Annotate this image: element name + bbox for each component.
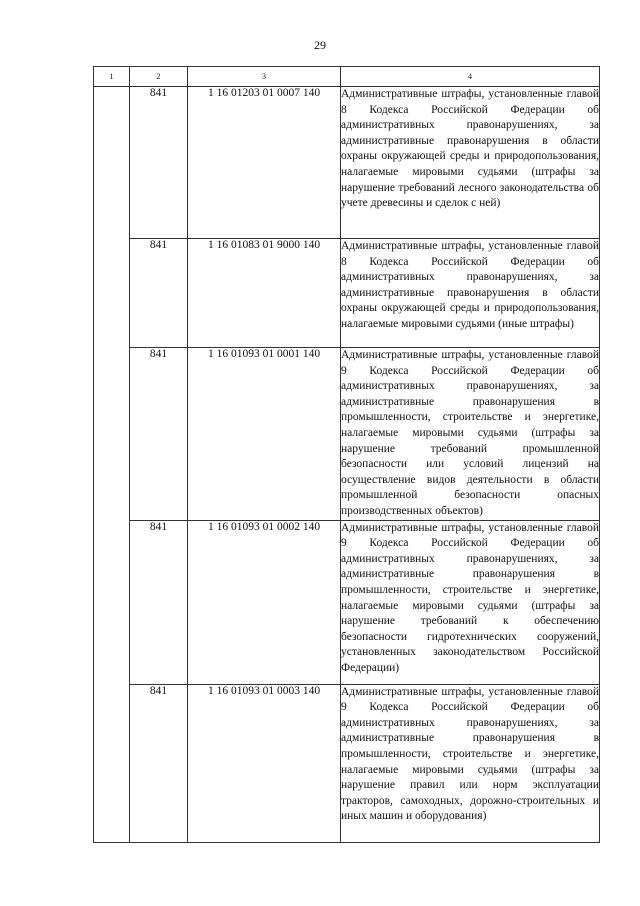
description-cell: Административные штрафы, установленные главой 9 Кодекса Российской Федерации об административных правонарушениях, за административные правонарушения в промышленности, строительстве и энергетике, налагаемые мировыми судьями (штрафы за нарушение правил или норм эксплуатации тракторов, самоходных, дорожно-строительных и иных машин и оборудования) [341, 684, 600, 842]
description-cell: Административные штрафы, установленные главой 9 Кодекса Российской Федерации об административных правонарушениях, за административные правонарушения в промышленности, строительстве и энергетике, налагаемые мировыми судьями (штрафы за нарушение требований промышленной безопасности или условий лицензий на осуществление видов деятельности в области промышленной безопасности опасных производственных объектов) [341, 348, 600, 521]
budget-classification-code-cell: 1 16 01093 01 0003 140 [188, 684, 341, 842]
admin-code-cell: 841 [130, 239, 188, 348]
description-cell: Административные штрафы, установленные главой 8 Кодекса Российской Федерации об административных правонарушениях, за административные правонарушения в области охраны окружающей среды и природопользования, налагаемые мировыми судьями (штрафы за нарушение требований лесного законодательства об учете древесины и сделок с ней) [341, 87, 600, 239]
fines-table [93, 66, 600, 843]
table-row [94, 348, 600, 521]
table-header-row [94, 67, 600, 87]
admin-code-cell: 841 [130, 684, 188, 842]
column-header-2: 2 [130, 67, 188, 87]
budget-classification-code-cell: 1 16 01083 01 9000 140 [188, 239, 341, 348]
page-number: 29 [314, 38, 326, 52]
table-row [94, 684, 600, 842]
admin-code-cell: 841 [130, 87, 188, 239]
admin-code-cell: 841 [130, 520, 188, 684]
budget-classification-code-cell: 1 16 01093 01 0001 140 [188, 348, 341, 521]
admin-code-cell: 841 [130, 348, 188, 521]
description-cell: Административные штрафы, установленные главой 8 Кодекса Российской Федерации об административных правонарушениях, за административные правонарушения в области охраны окружающей среды и природопользования, налагаемые мировыми судьями (иные штрафы) [341, 239, 600, 348]
description-cell: Административные штрафы, установленные главой 9 Кодекса Российской Федерации об административных правонарушениях, за административные правонарушения в промышленности, строительстве и энергетике, налагаемые мировыми судьями (штрафы за нарушение требований к обеспечению безопасности гидротехнических сооружений, установленных законодательством Российской Федерации) [341, 520, 600, 684]
budget-classification-code-cell: 1 16 01093 01 0002 140 [188, 520, 341, 684]
table-row [94, 520, 600, 684]
column-header-1: 1 [94, 67, 130, 87]
column-header-4: 4 [341, 67, 600, 87]
table-row [94, 87, 600, 239]
table-row [94, 239, 600, 348]
empty-first-column-cell [94, 87, 130, 843]
budget-classification-code-cell: 1 16 01203 01 0007 140 [188, 87, 341, 239]
column-header-3: 3 [188, 67, 341, 87]
